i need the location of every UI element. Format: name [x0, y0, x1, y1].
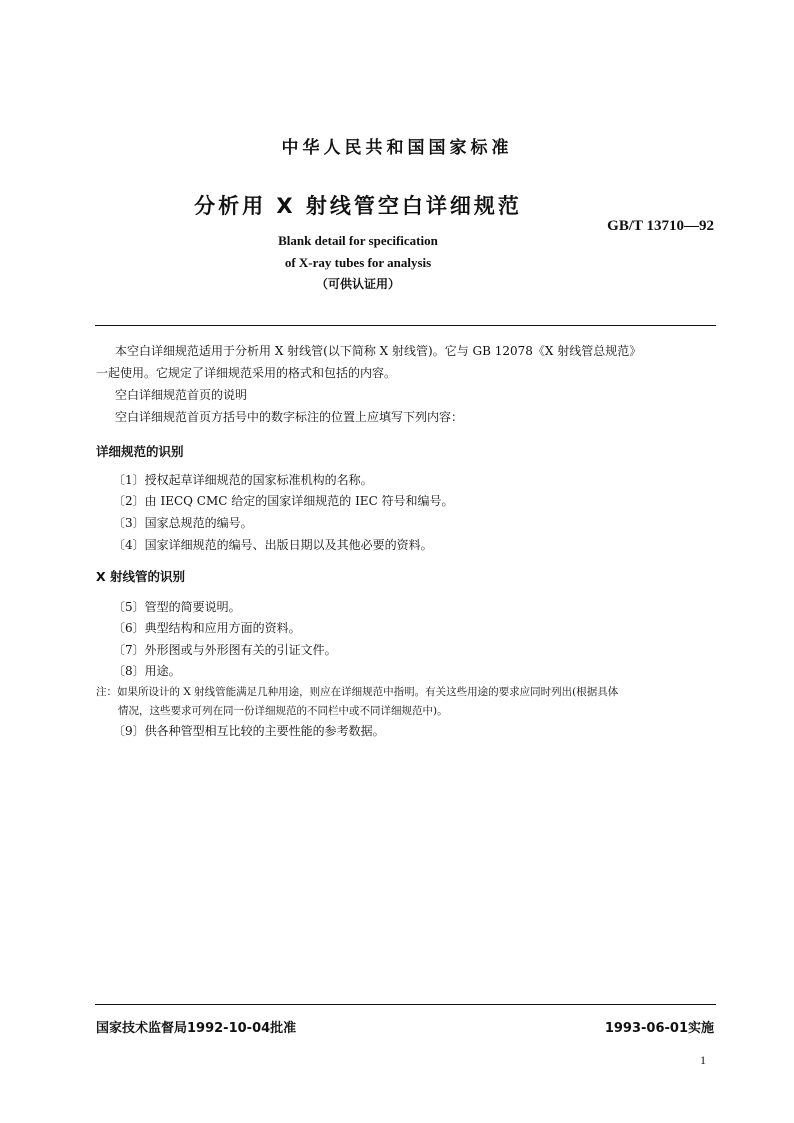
implementation-date: 1993-06-01实施 — [604, 1021, 714, 1036]
english-title-line1: Blank detail for specification — [278, 233, 438, 248]
intro-line-2: 一起使用。它规定了详细规范采用的格式和包括的内容。 — [96, 366, 397, 380]
document-title: 分析用 X 射线管空白详细规范 — [194, 194, 522, 218]
header-divider — [95, 325, 716, 326]
note-line-2: 情况，这些要求可列在同一份详细规范的不同栏中或不同详细规范中)。 — [118, 705, 448, 717]
list-item: 〔7〕外形图或与外形图有关的引证文件。 — [113, 643, 337, 657]
footer-divider — [95, 1004, 716, 1005]
intro-line-3: 空白详细规范首页的说明 — [115, 388, 248, 402]
note-line-1: 注：如果所设计的 X 射线管能满足几种用途，则应在详细规范中指明。有关这些用途的要求应同时列出(根据具体 — [96, 686, 619, 698]
list-item: 〔9〕供各种管型相互比较的主要性能的参考数据。 — [113, 724, 385, 738]
list-item: 〔1〕授权起草详细规范的国家标准机构的名称。 — [113, 473, 373, 487]
page-number: 1 — [700, 1053, 706, 1067]
national-standard-heading: 中华人民共和国国家标准 — [281, 138, 513, 158]
list-item: 〔3〕国家总规范的编号。 — [113, 516, 253, 530]
list-item: 〔8〕用途。 — [113, 664, 181, 678]
standard-number: GB/T 13710—92 — [607, 218, 714, 234]
section-heading-detail-identification: 详细规范的识别 — [96, 444, 184, 459]
list-item: 〔6〕典型结构和应用方面的资料。 — [113, 621, 301, 635]
english-title-line2: of X-ray tubes for analysis — [284, 255, 432, 270]
list-item: 〔2〕由 IECQ CMC 给定的国家详细规范的 IEC 符号和编号。 — [113, 494, 454, 508]
approval-info: 国家技术监督局1992-10-04批准 — [96, 1021, 297, 1036]
intro-line-1: 本空白详细规范适用于分析用 X 射线管(以下简称 X 射线管)。它与 GB 12078《X 射线管总规范》 — [115, 344, 642, 358]
intro-line-4: 空白详细规范首页方括号中的数字标注的位置上应填写下列内容： — [115, 410, 464, 424]
list-item: 〔4〕国家详细规范的编号、出版日期以及其他必要的资料。 — [113, 538, 433, 552]
certification-note: （可供认证用） — [315, 277, 400, 291]
section-heading-tube-identification: X 射线管的识别 — [96, 569, 185, 584]
list-item: 〔5〕管型的简要说明。 — [113, 600, 241, 614]
